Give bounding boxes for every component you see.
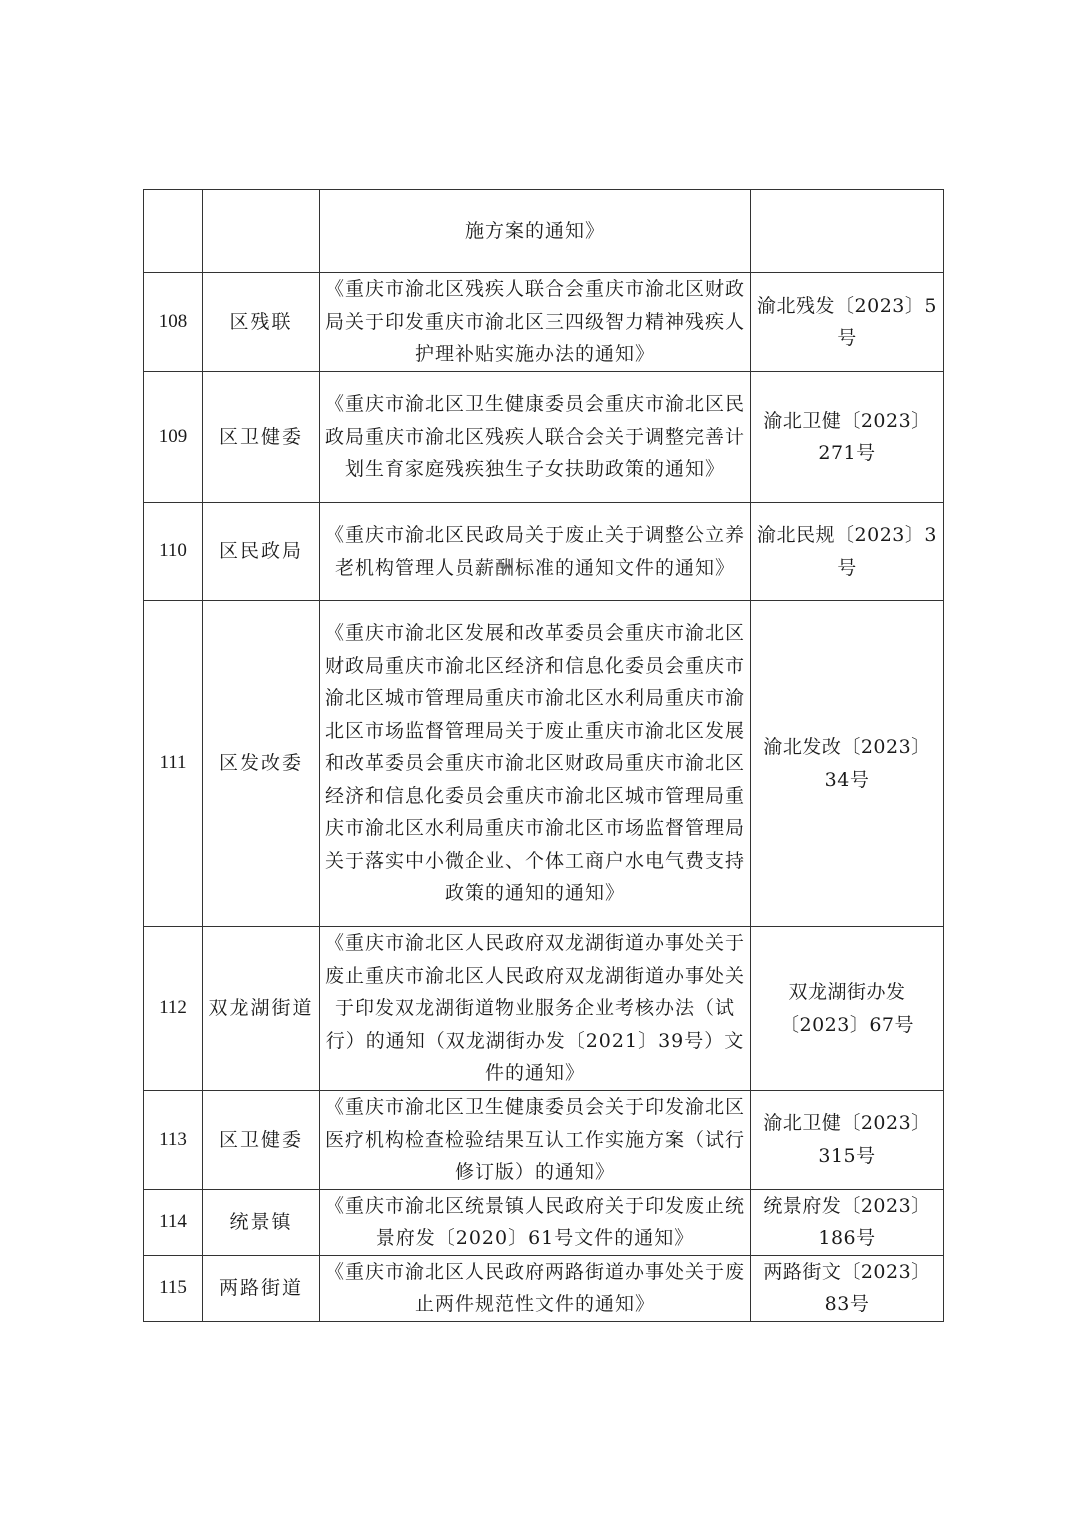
row-number: 110 [144,503,203,601]
row-number: 109 [144,372,203,503]
table-row [144,927,944,1091]
document-number: 两路街文〔2023〕83号 [751,1255,944,1321]
issuing-unit: 区卫健委 [203,1091,320,1190]
table-row [144,1255,944,1321]
document-number: 双龙湖街办发〔2023〕67号 [751,927,944,1091]
table-row [144,273,944,372]
document-number: 渝北残发〔2023〕5号 [751,273,944,372]
row-number: 113 [144,1091,203,1190]
document-title: 《重庆市渝北区卫生健康委员会重庆市渝北区民政局重庆市渝北区残疾人联合会关于调整完善计划生育家庭残疾独生子女扶助政策的通知》 [320,372,751,503]
issuing-unit: 区残联 [203,273,320,372]
issuing-unit: 区民政局 [203,503,320,601]
document-number: 渝北卫健〔2023〕271号 [751,372,944,503]
document-number: 渝北卫健〔2023〕315号 [751,1091,944,1190]
document-number: 统景府发〔2023〕186号 [751,1189,944,1255]
document-title: 《重庆市渝北区人民政府两路街道办事处关于废止两件规范性文件的通知》 [320,1255,751,1321]
document-title: 《重庆市渝北区发展和改革委员会重庆市渝北区财政局重庆市渝北区经济和信息化委员会重庆市渝北区城市管理局重庆市渝北区水利局重庆市渝北区市场监督管理局关于废止重庆市渝北区发展和改革委员会重庆市渝北区财政局重庆市渝北区经济和信息化委员会重庆市渝北区城市管理局重庆市渝北区水利局重庆市渝北区市场监督管理局关于落实中小微企业、个体工商户水电气费支持政策的通知的通知》 [320,601,751,927]
document-number: 渝北发改〔2023〕34号 [751,601,944,927]
row-number: 114 [144,1189,203,1255]
document-title: 《重庆市渝北区民政局关于废止关于调整公立养老机构管理人员薪酬标准的通知文件的通知》 [320,503,751,601]
row-number [144,190,203,273]
row-number: 112 [144,927,203,1091]
issuing-unit: 统景镇 [203,1189,320,1255]
table-row [144,1091,944,1190]
table-row [144,1189,944,1255]
issuing-unit: 双龙湖街道 [203,927,320,1091]
table-row [144,601,944,927]
document-number: 渝北民规〔2023〕3号 [751,503,944,601]
table-row [144,372,944,503]
table-row [144,503,944,601]
table-row [144,190,944,273]
issuing-unit [203,190,320,273]
row-number: 108 [144,273,203,372]
issuing-unit: 区卫健委 [203,372,320,503]
row-number: 115 [144,1255,203,1321]
document-table [143,189,944,1322]
document-title: 《重庆市渝北区卫生健康委员会关于印发渝北区医疗机构检查检验结果互认工作实施方案（试行修订版）的通知》 [320,1091,751,1190]
document-title: 《重庆市渝北区残疾人联合会重庆市渝北区财政局关于印发重庆市渝北区三四级智力精神残疾人护理补贴实施办法的通知》 [320,273,751,372]
document-title: 施方案的通知》 [320,190,751,273]
document-title: 《重庆市渝北区统景镇人民政府关于印发废止统景府发〔2020〕61号文件的通知》 [320,1189,751,1255]
row-number: 111 [144,601,203,927]
issuing-unit: 两路街道 [203,1255,320,1321]
issuing-unit: 区发改委 [203,601,320,927]
document-number [751,190,944,273]
document-title: 《重庆市渝北区人民政府双龙湖街道办事处关于废止重庆市渝北区人民政府双龙湖街道办事处关于印发双龙湖街道物业服务企业考核办法（试行）的通知（双龙湖街办发〔2021〕39号）文件的通知》 [320,927,751,1091]
